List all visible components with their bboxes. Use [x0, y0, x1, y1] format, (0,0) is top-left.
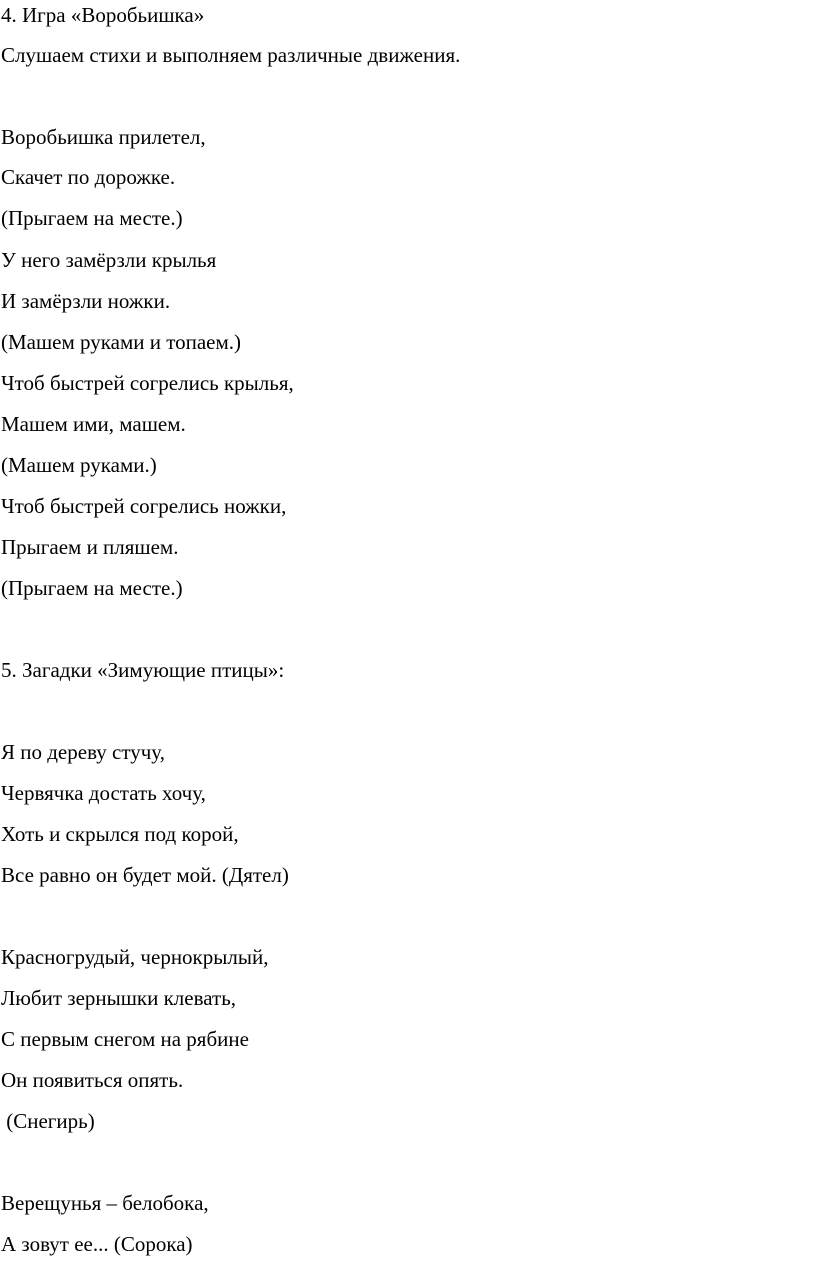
poem-line: Скачет по дорожке.: [1, 165, 176, 189]
poem-line: Чтоб быстрей согрелись крылья,: [1, 371, 294, 395]
riddle-line: Любит зернышки клевать,: [1, 986, 237, 1010]
section-4-intro: Слушаем стихи и выполняем различные движения.: [1, 43, 461, 67]
poem-line: Воробьишка прилетел,: [1, 125, 206, 149]
poem-line: Машем ими, машем.: [1, 412, 186, 436]
poem-line: У него замёрзли крылья: [1, 248, 217, 272]
poem-line: Прыгаем и пляшем.: [1, 535, 179, 559]
poem-line: (Машем руками и топаем.): [1, 330, 242, 354]
poem-line: (Прыгаем на месте.): [1, 576, 183, 600]
section-5-heading: 5. Загадки «Зимующие птицы»:: [1, 658, 285, 682]
riddle-line: А зовут ее... (Сорока): [1, 1232, 193, 1256]
poem-line: И замёрзли ножки.: [1, 289, 171, 313]
riddle-line: (Снегирь): [1, 1109, 95, 1133]
poem-line: Чтоб быстрей согрелись ножки,: [1, 494, 287, 518]
riddle-line: Он появиться опять.: [1, 1068, 184, 1092]
riddle-line: Все равно он будет мой. (Дятел): [1, 863, 289, 887]
riddle-line: Верещунья – белобока,: [1, 1191, 209, 1215]
riddle-line: Хоть и скрылся под корой,: [1, 822, 239, 846]
poem-line: (Машем руками.): [1, 453, 157, 477]
riddle-line: Червячка достать хочу,: [1, 781, 206, 805]
riddle-line: Красногрудый, чернокрылый,: [1, 945, 269, 969]
riddle-line: С первым снегом на рябине: [1, 1027, 249, 1051]
section-4-heading: 4. Игра «Воробьишка»: [1, 3, 205, 27]
poem-line: (Прыгаем на месте.): [1, 206, 183, 230]
riddle-line: Я по дереву стучу,: [1, 740, 165, 764]
